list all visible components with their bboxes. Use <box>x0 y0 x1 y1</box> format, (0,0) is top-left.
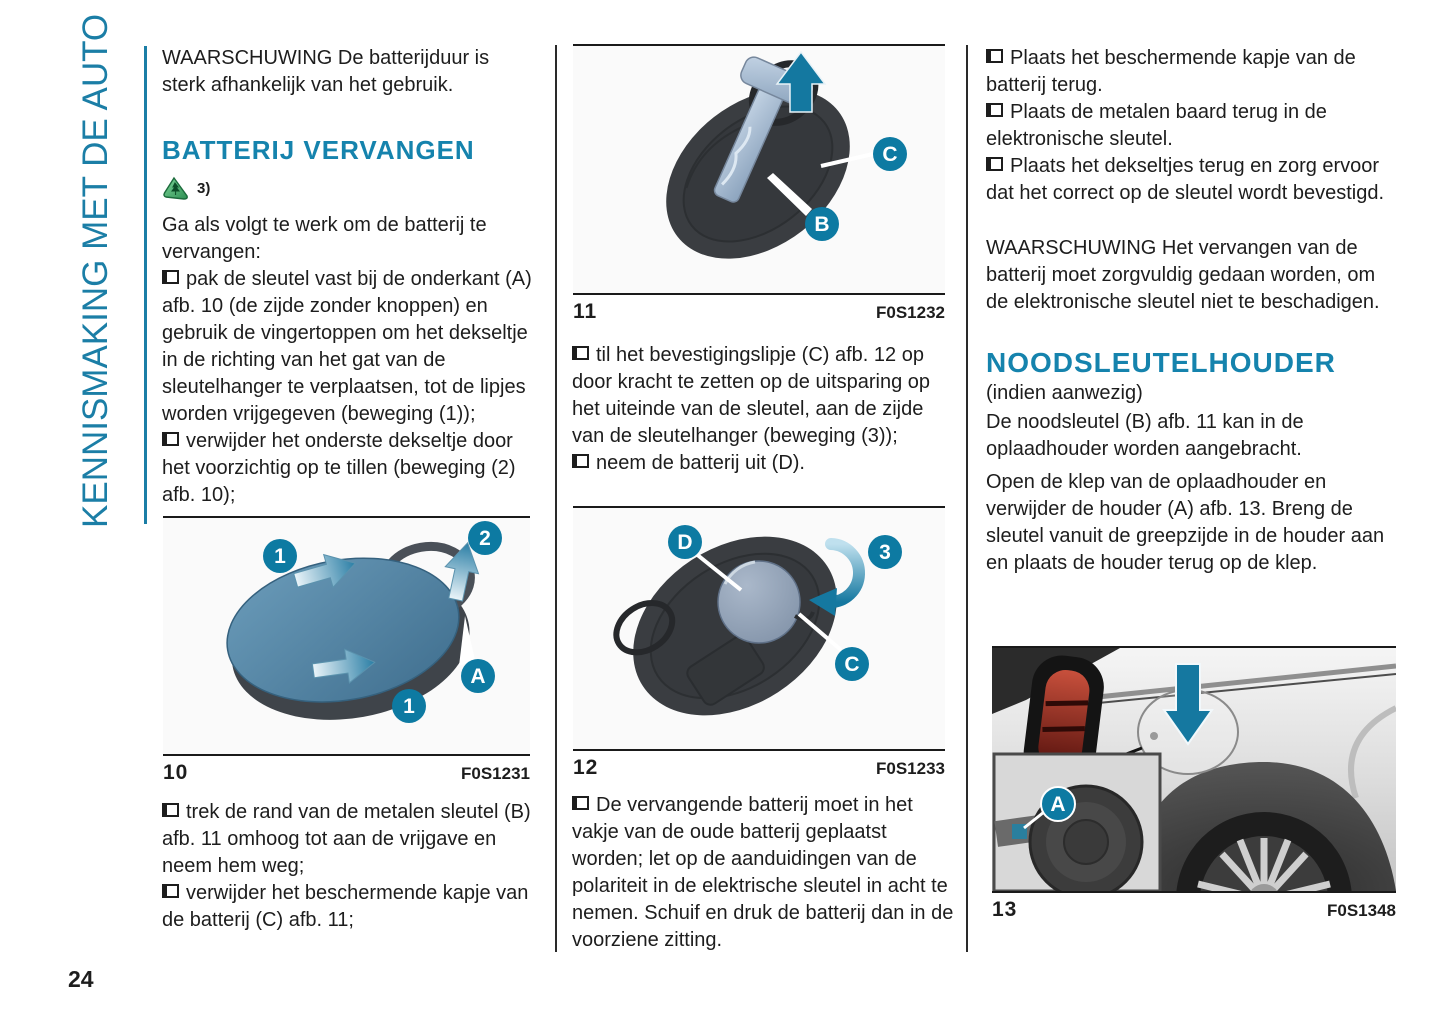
bullet-item <box>986 99 1400 153</box>
svg-text:D: D <box>677 531 693 554</box>
bullet-item <box>162 266 534 428</box>
figure-10-caption <box>163 756 530 785</box>
label-circle-d <box>668 525 702 559</box>
lead-text: Ga als volgt te werk om de batterij te vervangen: <box>162 214 487 263</box>
bullet-item <box>986 153 1400 207</box>
bullet-square-icon <box>162 432 179 446</box>
label-circle-2 <box>468 521 502 555</box>
subnote-text: (indien aanwezig) <box>986 382 1143 404</box>
figure-13-caption <box>992 893 1396 922</box>
bullet-square-icon <box>986 49 1003 63</box>
figure-12-caption <box>573 751 945 780</box>
bullet-square-icon <box>162 884 179 898</box>
left-column-upper <box>162 45 534 509</box>
figure-11 <box>573 44 945 324</box>
figure-11-image <box>573 44 945 295</box>
figure-12-image <box>573 506 945 751</box>
column-divider-1 <box>555 45 557 952</box>
bullet-item <box>162 799 538 880</box>
svg-text:B: B <box>814 213 830 236</box>
bullet-text: verwijder het beschermende kapje van de batterij (C) afb. 11; <box>162 882 529 931</box>
bullet-text: De vervangende batterij moet in het vakje van de oude batterij geplaatst worden; let op de aanduidingen van de polariteit in de elektrische sleutel in acht te nemen. Schuif en druk de batterij dan in de voorziene zitting. <box>572 794 954 951</box>
label-circle-a <box>461 659 495 693</box>
intro-warning-text: WAARSCHUWING De batterijduur is sterk afhankelijk van het gebruik. <box>162 47 490 96</box>
label-circle-1 <box>263 539 297 573</box>
bullet-text: trek de rand van de metalen sleutel (B) afb. 11 omhoog tot aan de vrijgave en neem hem weg; <box>162 801 531 877</box>
bullet-square-icon <box>572 796 589 810</box>
chapter-title-vertical: KENNISMAKING MET DE AUTO <box>76 13 115 528</box>
bullet-square-icon <box>572 454 589 468</box>
charge-port-inset <box>994 754 1160 891</box>
section-heading-batterij-vervangen: BATTERIJ VERVANGEN <box>162 135 475 165</box>
svg-text:A: A <box>1050 793 1066 816</box>
bullet-square-icon <box>986 103 1003 117</box>
key-fob-battery-illustration <box>573 508 945 749</box>
figure-code: F0S1231 <box>461 764 530 783</box>
eco-note-ref: 3) <box>197 180 211 197</box>
left-column-lower <box>162 799 538 934</box>
figure-number: 10 <box>163 761 189 784</box>
svg-text:A: A <box>470 665 486 688</box>
figure-13-image <box>992 646 1396 893</box>
middle-column-lower <box>572 792 956 954</box>
coin-battery <box>718 561 800 643</box>
key-fob-metal-key-illustration <box>573 46 945 293</box>
figure-number: 12 <box>573 756 599 779</box>
paragraph: De noodsleutel (B) afb. 11 kan in de oplaadhouder worden aangebracht. <box>986 411 1304 460</box>
recycling-triangle-icon <box>162 176 189 201</box>
bullet-item <box>572 792 956 954</box>
key-fob-cover-illustration <box>163 518 530 754</box>
svg-text:1: 1 <box>274 545 286 568</box>
section-heading-noodsleutelhouder: NOODSLEUTELHOUDER <box>986 347 1336 378</box>
eco-note-row <box>162 175 534 202</box>
chapter-rule <box>144 46 147 524</box>
bullet-text: til het bevestigingslipje (C) afb. 12 op door kracht te zetten op de uitsparing op het uiteinde van de sleutel, aan de zijde van de sleutelhanger (beweging (3)); <box>572 344 931 447</box>
bullet-item <box>572 342 956 450</box>
bullet-item <box>162 880 538 934</box>
bullet-text: pak de sleutel vast bij de onderkant (A) afb. 10 (de zijde zonder knoppen) en gebruik de vingertoppen om het dekseltje in de richting van het gat van de sleutelhanger te verplaatsen, tot de lipjes worden vrijgegeven (beweging (1)); <box>162 268 532 425</box>
warning-text: WAARSCHUWING Het vervangen van de batterij moet zorgvuldig gedaan worden, om de elektronische sleutel niet te beschadigen. <box>986 237 1380 313</box>
svg-text:3: 3 <box>879 541 891 564</box>
svg-text:C: C <box>882 143 898 166</box>
bullet-square-icon <box>162 270 179 284</box>
bullet-item <box>986 45 1400 99</box>
bullet-text: neem de batterij uit (D). <box>596 452 805 474</box>
figure-12 <box>573 506 945 780</box>
right-column <box>986 45 1400 577</box>
column-divider-2 <box>966 45 968 952</box>
label-circle-a <box>1041 787 1075 821</box>
figure-code: F0S1232 <box>876 303 945 322</box>
middle-column-upper <box>572 342 956 477</box>
bullet-square-icon <box>162 803 179 817</box>
page-number: 24 <box>68 966 94 992</box>
figure-11-caption <box>573 295 945 324</box>
svg-text:1: 1 <box>403 695 415 718</box>
bullet-square-icon <box>572 346 589 360</box>
bullet-item <box>572 450 956 477</box>
label-circle-3 <box>868 535 902 569</box>
figure-13 <box>992 646 1396 922</box>
svg-text:C: C <box>844 653 860 676</box>
bullet-item <box>162 428 534 509</box>
bullet-text: Plaats het dekseltjes terug en zorg ervoor dat het correct op de sleutel wordt bevestigd. <box>986 155 1385 204</box>
paragraph: Open de klep van de oplaadhouder en verwijder de houder (A) afb. 13. Breng de sleutel vanuit de greepzijde in de houder aan en plaats de houder terug op de klep. <box>986 471 1385 574</box>
bullet-square-icon <box>986 157 1003 171</box>
car-charge-flap-photo <box>992 648 1396 891</box>
bullet-text: Plaats het beschermende kapje van de batterij terug. <box>986 47 1356 96</box>
label-circle-c <box>873 137 907 171</box>
figure-10 <box>163 516 530 785</box>
label-circle-b <box>805 207 839 241</box>
label-circle-c <box>835 647 869 681</box>
bullet-text: Plaats de metalen baard terug in de elektronische sleutel. <box>986 101 1327 150</box>
figure-number: 11 <box>573 300 598 323</box>
figure-10-image <box>163 516 530 756</box>
figure-code: F0S1348 <box>1327 901 1396 920</box>
figure-number: 13 <box>992 898 1018 921</box>
bullet-text: verwijder het onderste dekseltje door het voorzichtig op te tillen (beweging (2) afb. 10); <box>162 430 516 506</box>
figure-code: F0S1233 <box>876 759 945 778</box>
label-circle-1b <box>392 689 426 723</box>
svg-text:2: 2 <box>479 527 491 550</box>
